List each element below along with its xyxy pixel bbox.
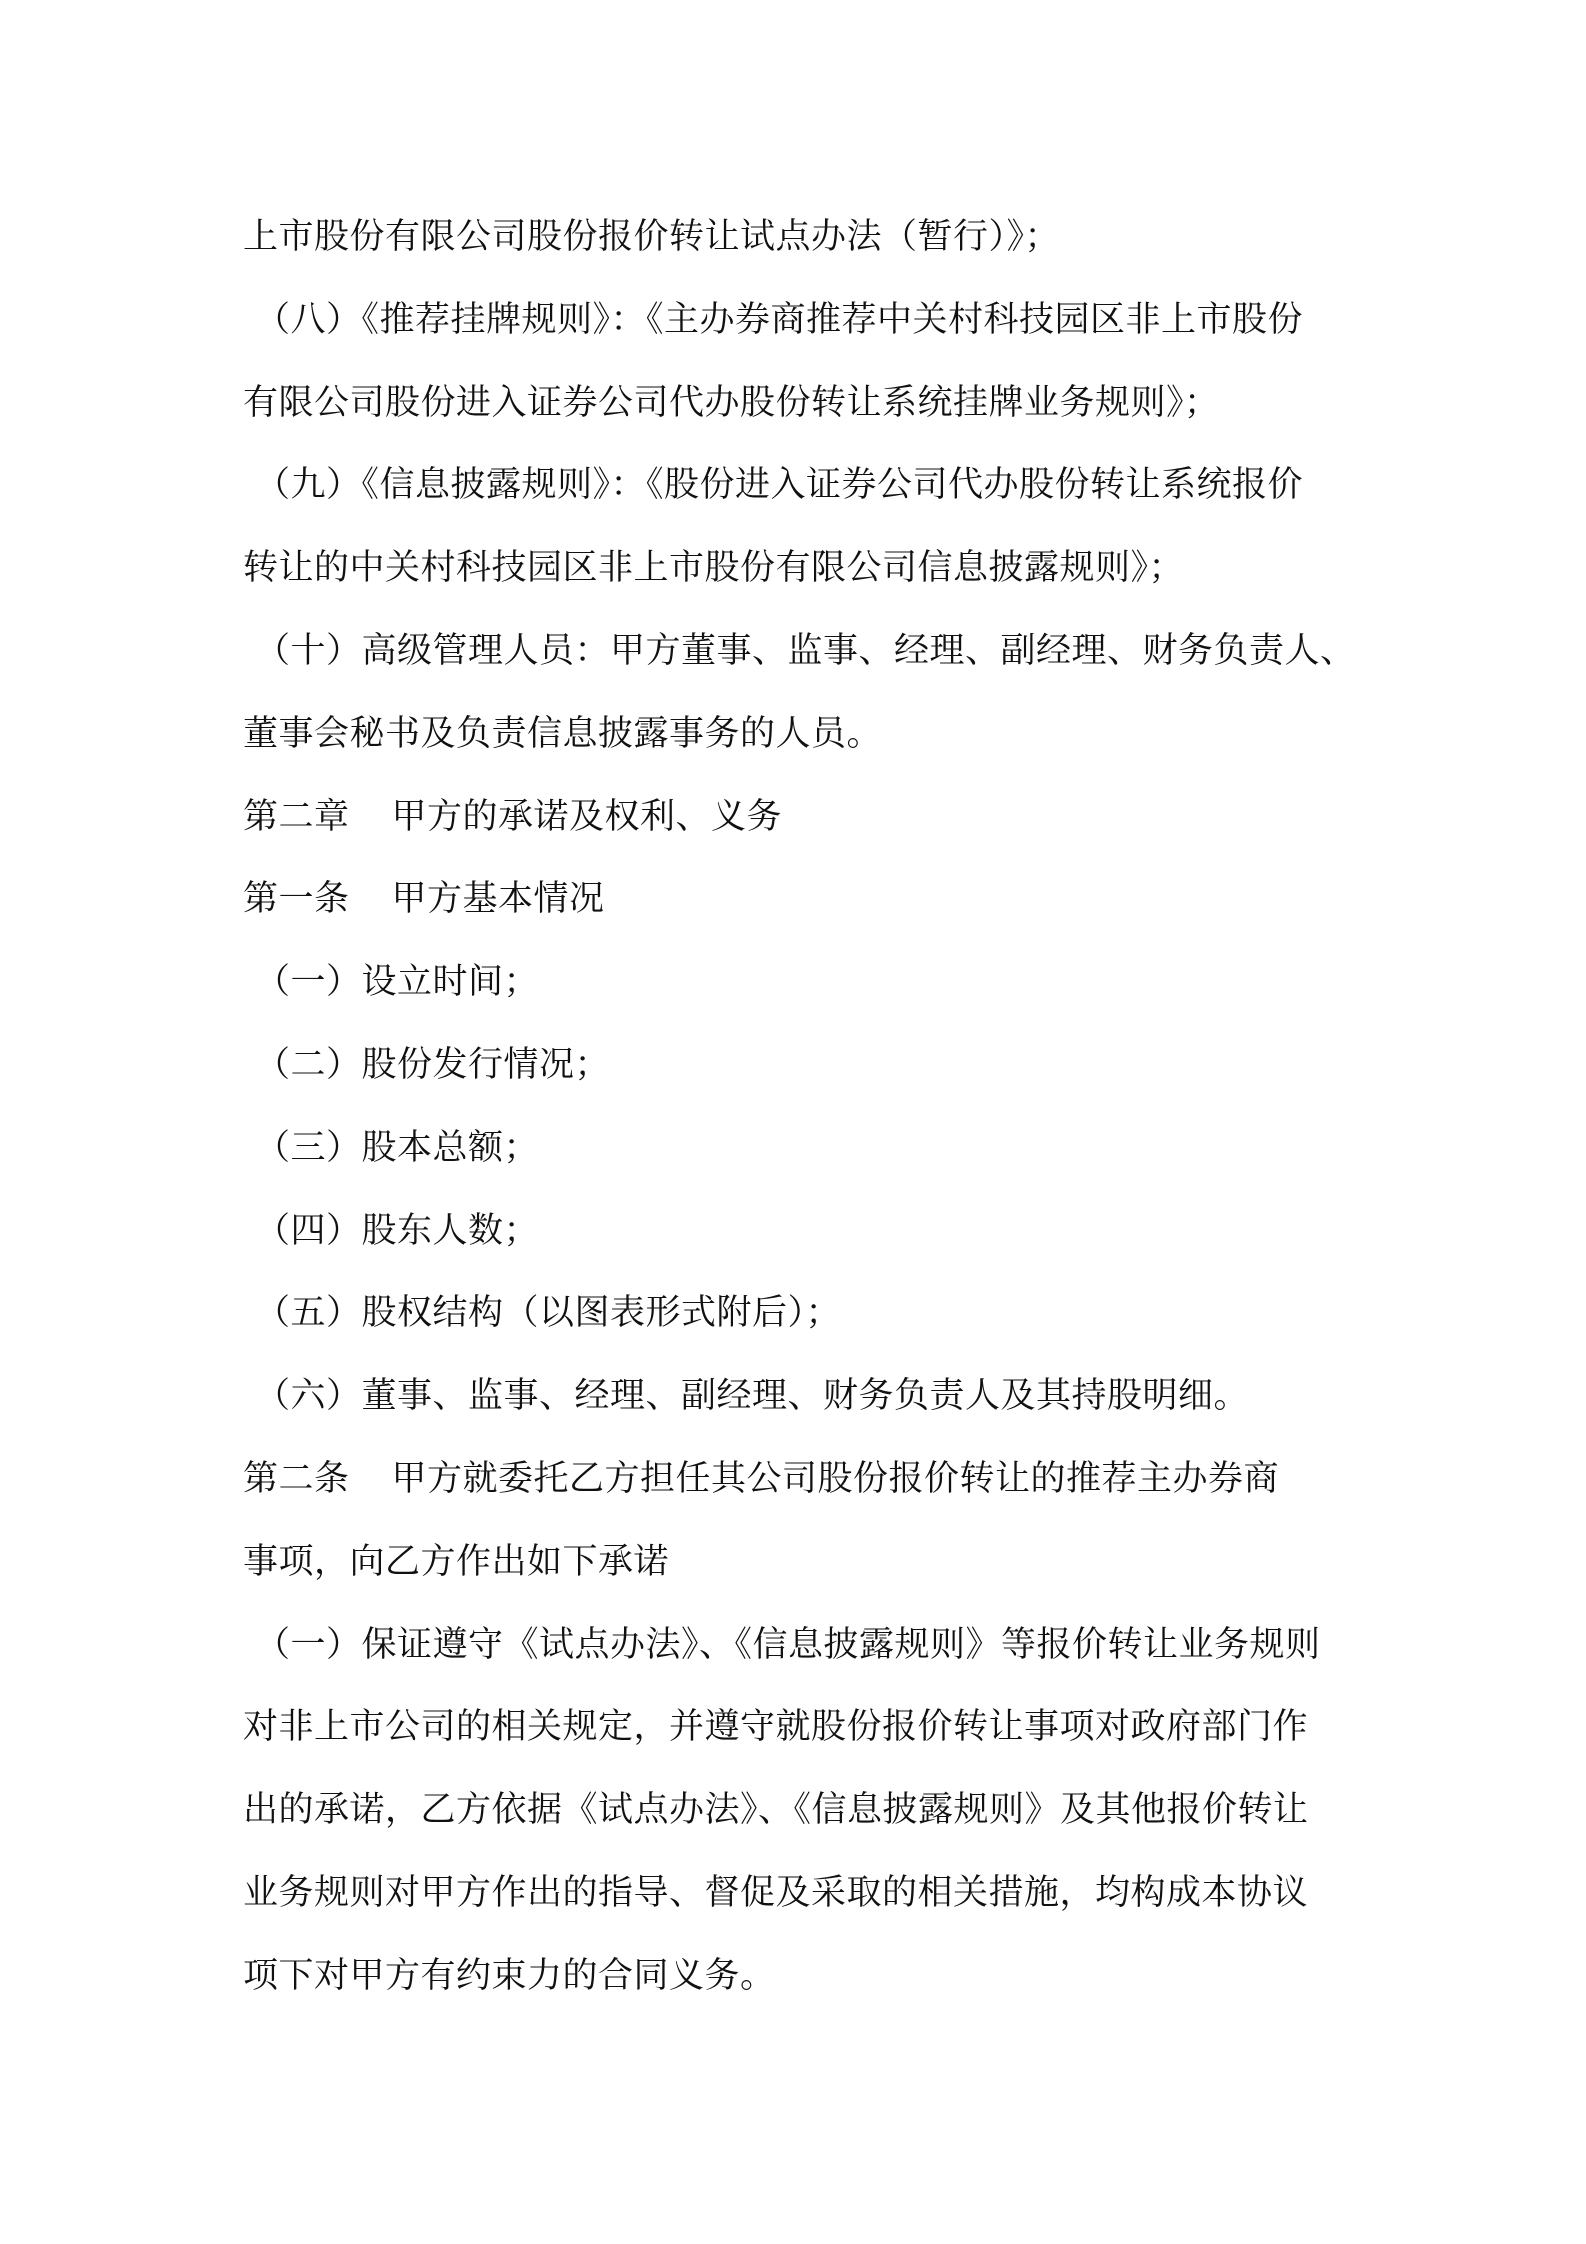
- list-item: （五）股权结构（以图表形式附后）；: [255, 1293, 842, 1334]
- article-heading: [243, 858, 1363, 941]
- article-heading: [243, 1438, 1363, 1521]
- text-line: （九）《信息披露规则》：《股份进入证券公司代办股份转让系统报价: [255, 465, 1304, 506]
- text-line: （一）保证遵守《试点办法》、《信息披露规则》等报价转让业务规则: [255, 1624, 1321, 1665]
- text-line: 项下对甲方有约束力的合同义务。: [243, 1955, 776, 1996]
- chapter-number: 第二章: [243, 796, 350, 837]
- chapter-title: 甲方的承诺及权利、义务: [391, 796, 783, 837]
- article-title: 甲方就委托乙方担任其公司股份报价转让的推荐主办券商: [391, 1458, 1280, 1499]
- text-line: （十）高级管理人员：甲方董事、监事、经理、副经理、财务负责人、: [255, 630, 1356, 671]
- text-line: 业务规则对甲方作出的指导、督促及采取的相关措施，均构成本协议: [243, 1872, 1309, 1913]
- list-item: （二）股份发行情况；: [255, 1044, 611, 1085]
- chapter-heading: [243, 776, 1363, 859]
- list-item: （六）董事、监事、经理、副经理、财务负责人及其持股明细。: [255, 1376, 1250, 1417]
- list-item: （一）设立时间；: [255, 962, 540, 1003]
- list-item: （三）股本总额；: [255, 1127, 540, 1168]
- article-number: 第二条: [243, 1458, 350, 1499]
- text-line: 事项，向乙方作出如下承诺: [243, 1541, 670, 1582]
- text-line: 有限公司股份进入证券公司代办股份转让系统挂牌业务规则》；: [243, 382, 1220, 423]
- article-number: 第一条: [243, 879, 350, 920]
- article-title: 甲方基本情况: [391, 879, 605, 920]
- text-line: 转让的中关村科技园区非上市股份有限公司信息披露规则》；: [243, 548, 1185, 589]
- text-line: 董事会秘书及负责信息披露事务的人员。: [243, 713, 883, 754]
- text-line: 上市股份有限公司股份报价转让试点办法（暂行）》；: [243, 217, 1061, 257]
- text-line: （八）《推荐挂牌规则》：《主办券商推荐中关村科技园区非上市股份: [255, 299, 1304, 340]
- list-item: （四）股东人数；: [255, 1210, 540, 1251]
- text-line: 对非上市公司的相关规定，并遵守就股份报价转让事项对政府部门作: [243, 1707, 1309, 1748]
- document-body: [243, 196, 1363, 2018]
- text-line: 出的承诺，乙方依据《试点办法》、《信息披露规则》及其他报价转让: [243, 1790, 1309, 1831]
